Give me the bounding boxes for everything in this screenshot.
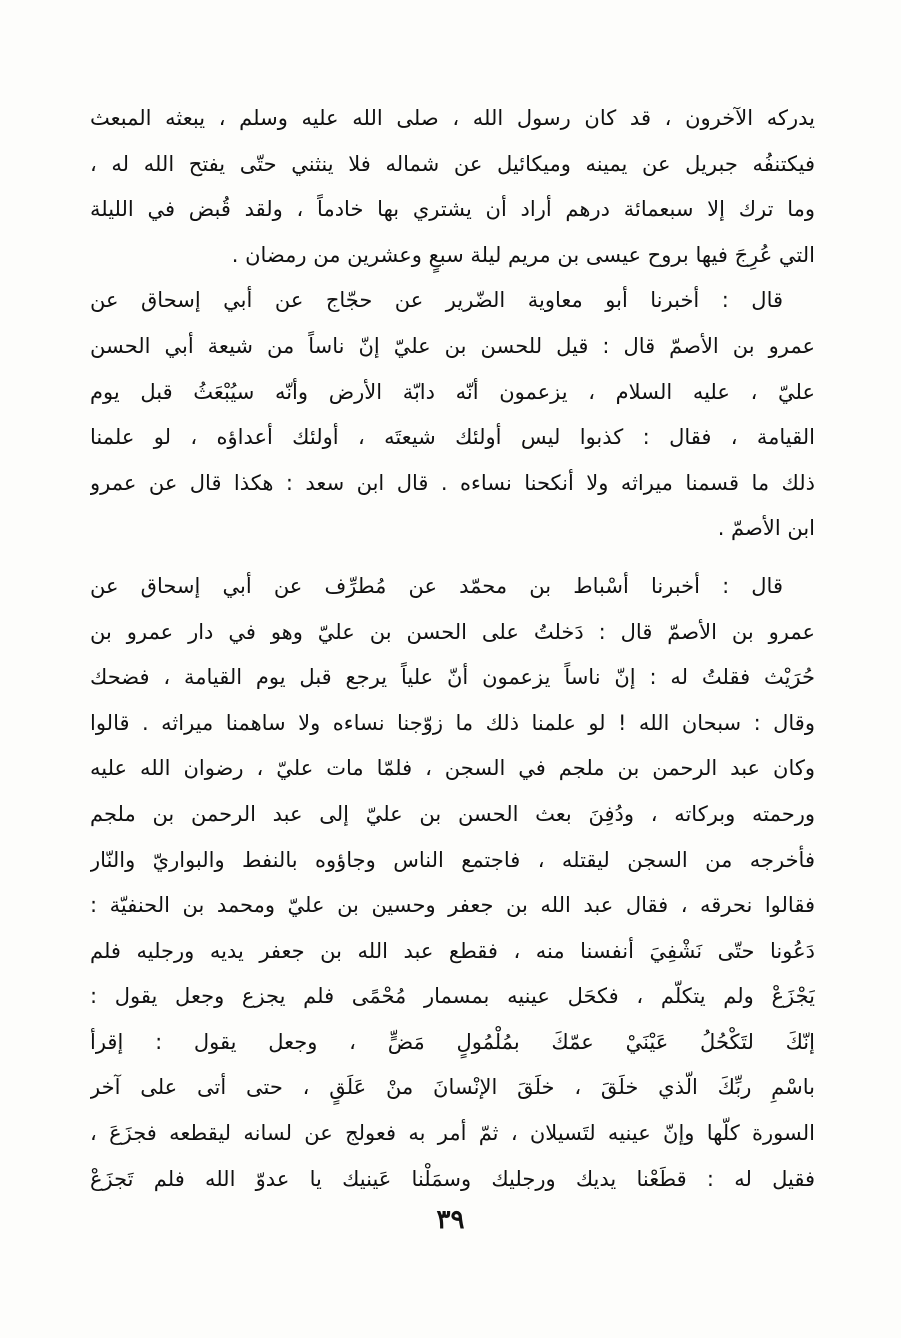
text-line: ورحمته وبركاته ، ودُفِنَ بعث الحسن بن عليّ إلى عبد الرحمن بن ملجم <box>90 801 815 826</box>
text-line: عمرو بن الأصمّ قال : دَخلتُ على الحسن بن عليّ وهو في دار عمرو بن <box>90 619 815 644</box>
text-line: القيامة ، فقال : كذبوا ليس أولئك شيعتَه ، أولئك أعداؤه ، لو علمنا <box>90 425 815 450</box>
text-line: قال : أخبرنا أسْباط بن محمّد عن مُطرِّف عن أبي إسحاق عن <box>90 573 783 598</box>
text-line: وقال : سبحان الله ! لو علمنا ذلك ما زوّجنا نساءه ولا ساهمنا ميراثه . قالوا <box>90 710 815 735</box>
main-text <box>90 96 815 1202</box>
text-line: إنّكَ لتَكْحُلُ عَيْنَيْ عمّكَ بمُلْمُولٍ مَضٍّ ، وجعل يقول : إقرأ <box>90 1029 815 1054</box>
text-line: باسْمِ ربِّكَ الّذي خلَقَ ، خلَقَ الإنْسانَ منْ عَلَقٍ ، حتى أتى على آخر <box>90 1075 815 1100</box>
text-line: وكان عبد الرحمن بن ملجم في السجن ، فلمّا مات عليّ ، رضوان الله عليه <box>90 756 815 781</box>
text-line: عليّ ، عليه السلام ، يزعمون أنّه دابّة الأرض وأنّه سيُبْعَثُ قبل يوم <box>90 379 815 404</box>
text-line: فيكتنفُه جبريل عن يمينه وميكائيل عن شماله فلا ينثني حتّى يفتح الله له ، <box>90 151 815 176</box>
page-number: ٣٩ <box>436 1205 465 1235</box>
text-line: حُرَيْث فقلتُ له : إنّ ناساً يزعمون أنّ علياً يرجع قبل يوم القيامة ، فضحك <box>90 665 815 690</box>
text-line: وما ترك إلا سبعمائة درهم أراد أن يشتري بها خادماً ، ولقد قُبض في الليلة <box>90 197 815 222</box>
text-line: فقيل له : قطَعْنا يديك ورجليك وسمَلْنا عَينيك يا عدوّ الله فلم تَجزَعْ <box>90 1166 815 1191</box>
text-line: ابن الأصمّ . <box>717 516 815 541</box>
text-line: السورة كلّها وإنّ عينيه لتَسيلان ، ثمّ أمر به فعولج عن لسانه ليقطعه فجزَعَ ، <box>90 1121 815 1146</box>
text-line: قال : أخبرنا أبو معاوية الضّرير عن حجّاج عن أبي إسحاق عن <box>90 288 783 313</box>
text-line: عمرو بن الأصمّ قال : قيل للحسن بن عليّ إنّ ناساً من شيعة أبي الحسن <box>90 333 815 358</box>
text-line: يَجْزَعْ ولم يتكلّم ، فكحَل عينيه بمسمار مُحْمًى فلم يجزع وجعل يقول : <box>90 984 815 1009</box>
text-line: ذلك ما قسمنا ميراثه ولا أنكحنا نساءه . قال ابن سعد : هكذا قال عن عمرو <box>90 470 815 495</box>
paragraph-gap <box>90 552 815 564</box>
text-line: التي عُرِجَ فيها بروح عيسى بن مريم ليلة سبعٍ وعشرين من رمضان . <box>231 242 815 267</box>
text-line: فأخرجه من السجن ليقتله ، فاجتمع الناس وجاؤوه بالنفط والبواريّ والنّار <box>90 847 815 872</box>
text-line: دَعُونا حتّى نَشْفِيَ أنفسنا منه ، فقطع عبد الله بن جعفر يديه ورجليه فلم <box>90 938 815 963</box>
text-line: يدركه الآخرون ، قد كان رسول الله ، صلى الله عليه وسلم ، يبعثه المبعث <box>90 106 815 130</box>
text-line: فقالوا نحرقه ، فقال عبد الله بن جعفر وحسين بن عليّ ومحمد بن الحنفيّة : <box>90 893 815 918</box>
